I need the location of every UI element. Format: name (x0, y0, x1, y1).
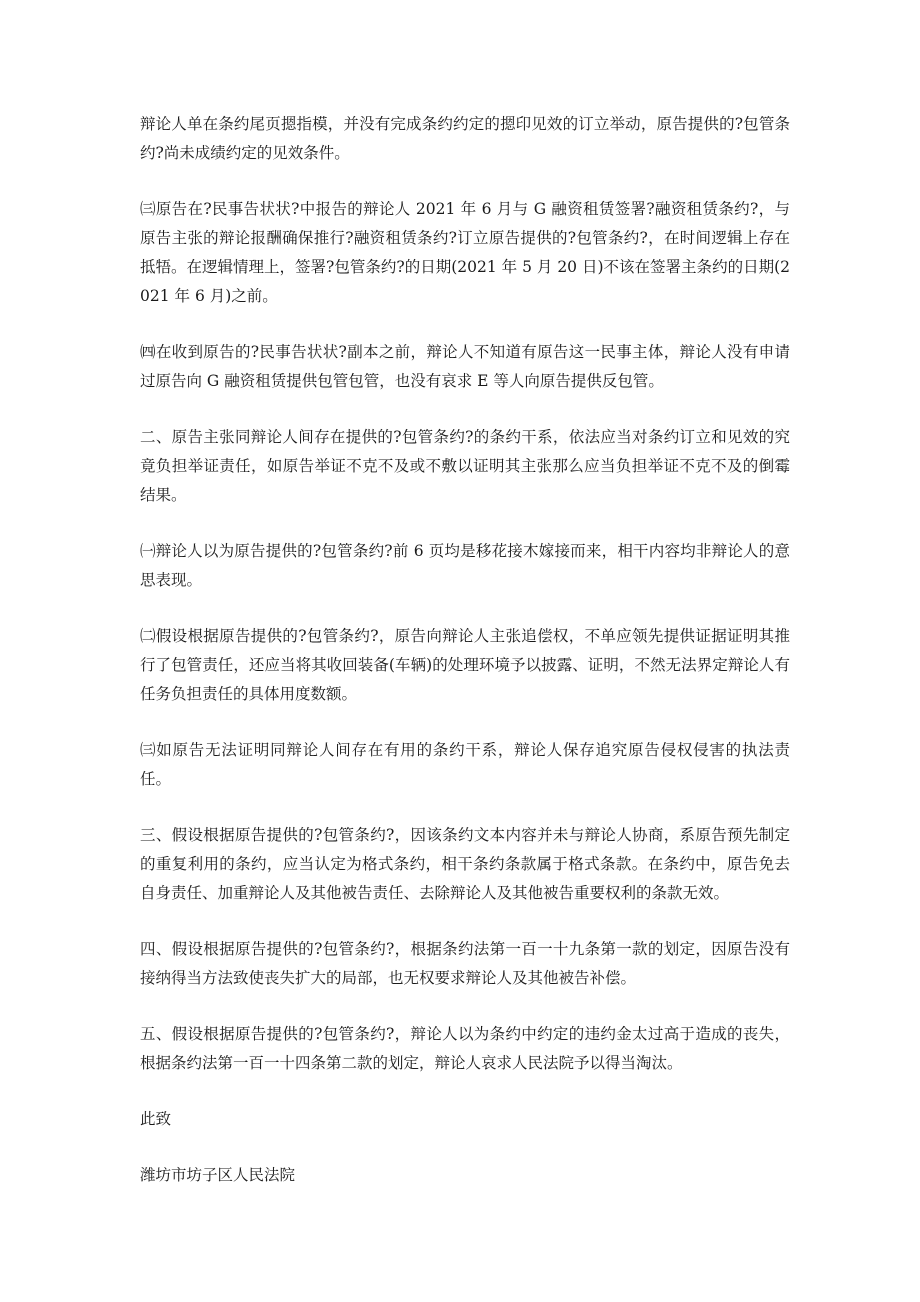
court-name: 潍坊市坊子区人民法院 (140, 1166, 296, 1184)
paragraph-section-5-penalty-reduction: 五、假设根据原告提供的?包管条约?，辩论人以为条约中约定的违约金太过高于造成的丧失，根据条约法第一百一十四条第二款的划定，辩论人哀求人民法院予以得当淘汰。 (140, 1025, 790, 1072)
paragraph-section-4-mitigation: 四、假设根据原告提供的?包管条约?，根据条约法第一百一十九条第一款的划定，因原告没有接纳得当方法致使丧失扩大的局部，也无权要求辩论人及其他被告补偿。 (140, 940, 790, 987)
paragraph-point-2-recourse: ㈡假设根据原告提供的?包管条约?，原告向辩论人主张追偿权，不单应领先提供证据证明其推行了包管责任，还应当将其收回装备(车辆)的处理环境予以披露、证明，不然无法界定辩论人有任务负担责任的具体用度数额。 (140, 627, 790, 703)
paragraph-section-3-standard-terms: 三、假设根据原告提供的?包管条约?，因该条约文本内容并未与辩论人协商，系原告预先制定的重复利用的条约，应当认定为格式条约，相干条约条款属于格式条款。在条约中，原告免去自身责任、加重辩论人及其他被告责任、去除辩论人及其他被告重要权利的条款无效。 (140, 826, 790, 902)
paragraph-signature-condition: 辩论人单在条约尾页摁指模，并没有完成条约约定的摁印见效的订立举动，原告提供的?包管条约?尚未成绩约定的见效条件。 (140, 115, 790, 162)
paragraph-section-2-burden-of-proof: 二、原告主张同辩论人间存在提供的?包管条约?的条约干系，依法应当对条约订立和见效的究竟负担举证责任，如原告举证不克不及或不敷以证明其主张那么应当负担举证不克不及的倒霉结果。 (140, 428, 790, 504)
document-body (140, 110, 790, 1217)
closing-salutation: 此致 (140, 1110, 172, 1128)
paragraph-point-3-reserve-rights: ㈢如原告无法证明同辩论人间存在有用的条约干系，辩论人保存追究原告侵权侵害的执法责任。 (140, 741, 790, 788)
paragraph-point-1-grafted-pages: ㈠辩论人以为原告提供的?包管条约?前 6 页均是移花接木嫁接而来，相干内容均非辩论人的意思表现。 (140, 542, 790, 589)
paragraph-point-3-date-conflict: ㈢原告在?民事告状状?中报告的辩论人 2021 年 6 月与 G 融资租赁签署?融资租赁条约?，与原告主张的辩论报酬确保推行?融资租赁条约?订立原告提供的?包管条约?，在时间逻辑上存在抵牾。在逻辑情理上，签署?包管条约?的日期(2021 年 5 月 20 日)不该在签署主条约的日期(2021 年 6 月)之前。 (140, 200, 790, 305)
paragraph-point-4-no-knowledge: ㈣在收到原告的?民事告状状?副本之前，辩论人不知道有原告这一民事主体，辩论人没有申请过原告向 G 融资租赁提供包管包管，也没有哀求 E 等人向原告提供反包管。 (140, 343, 790, 390)
